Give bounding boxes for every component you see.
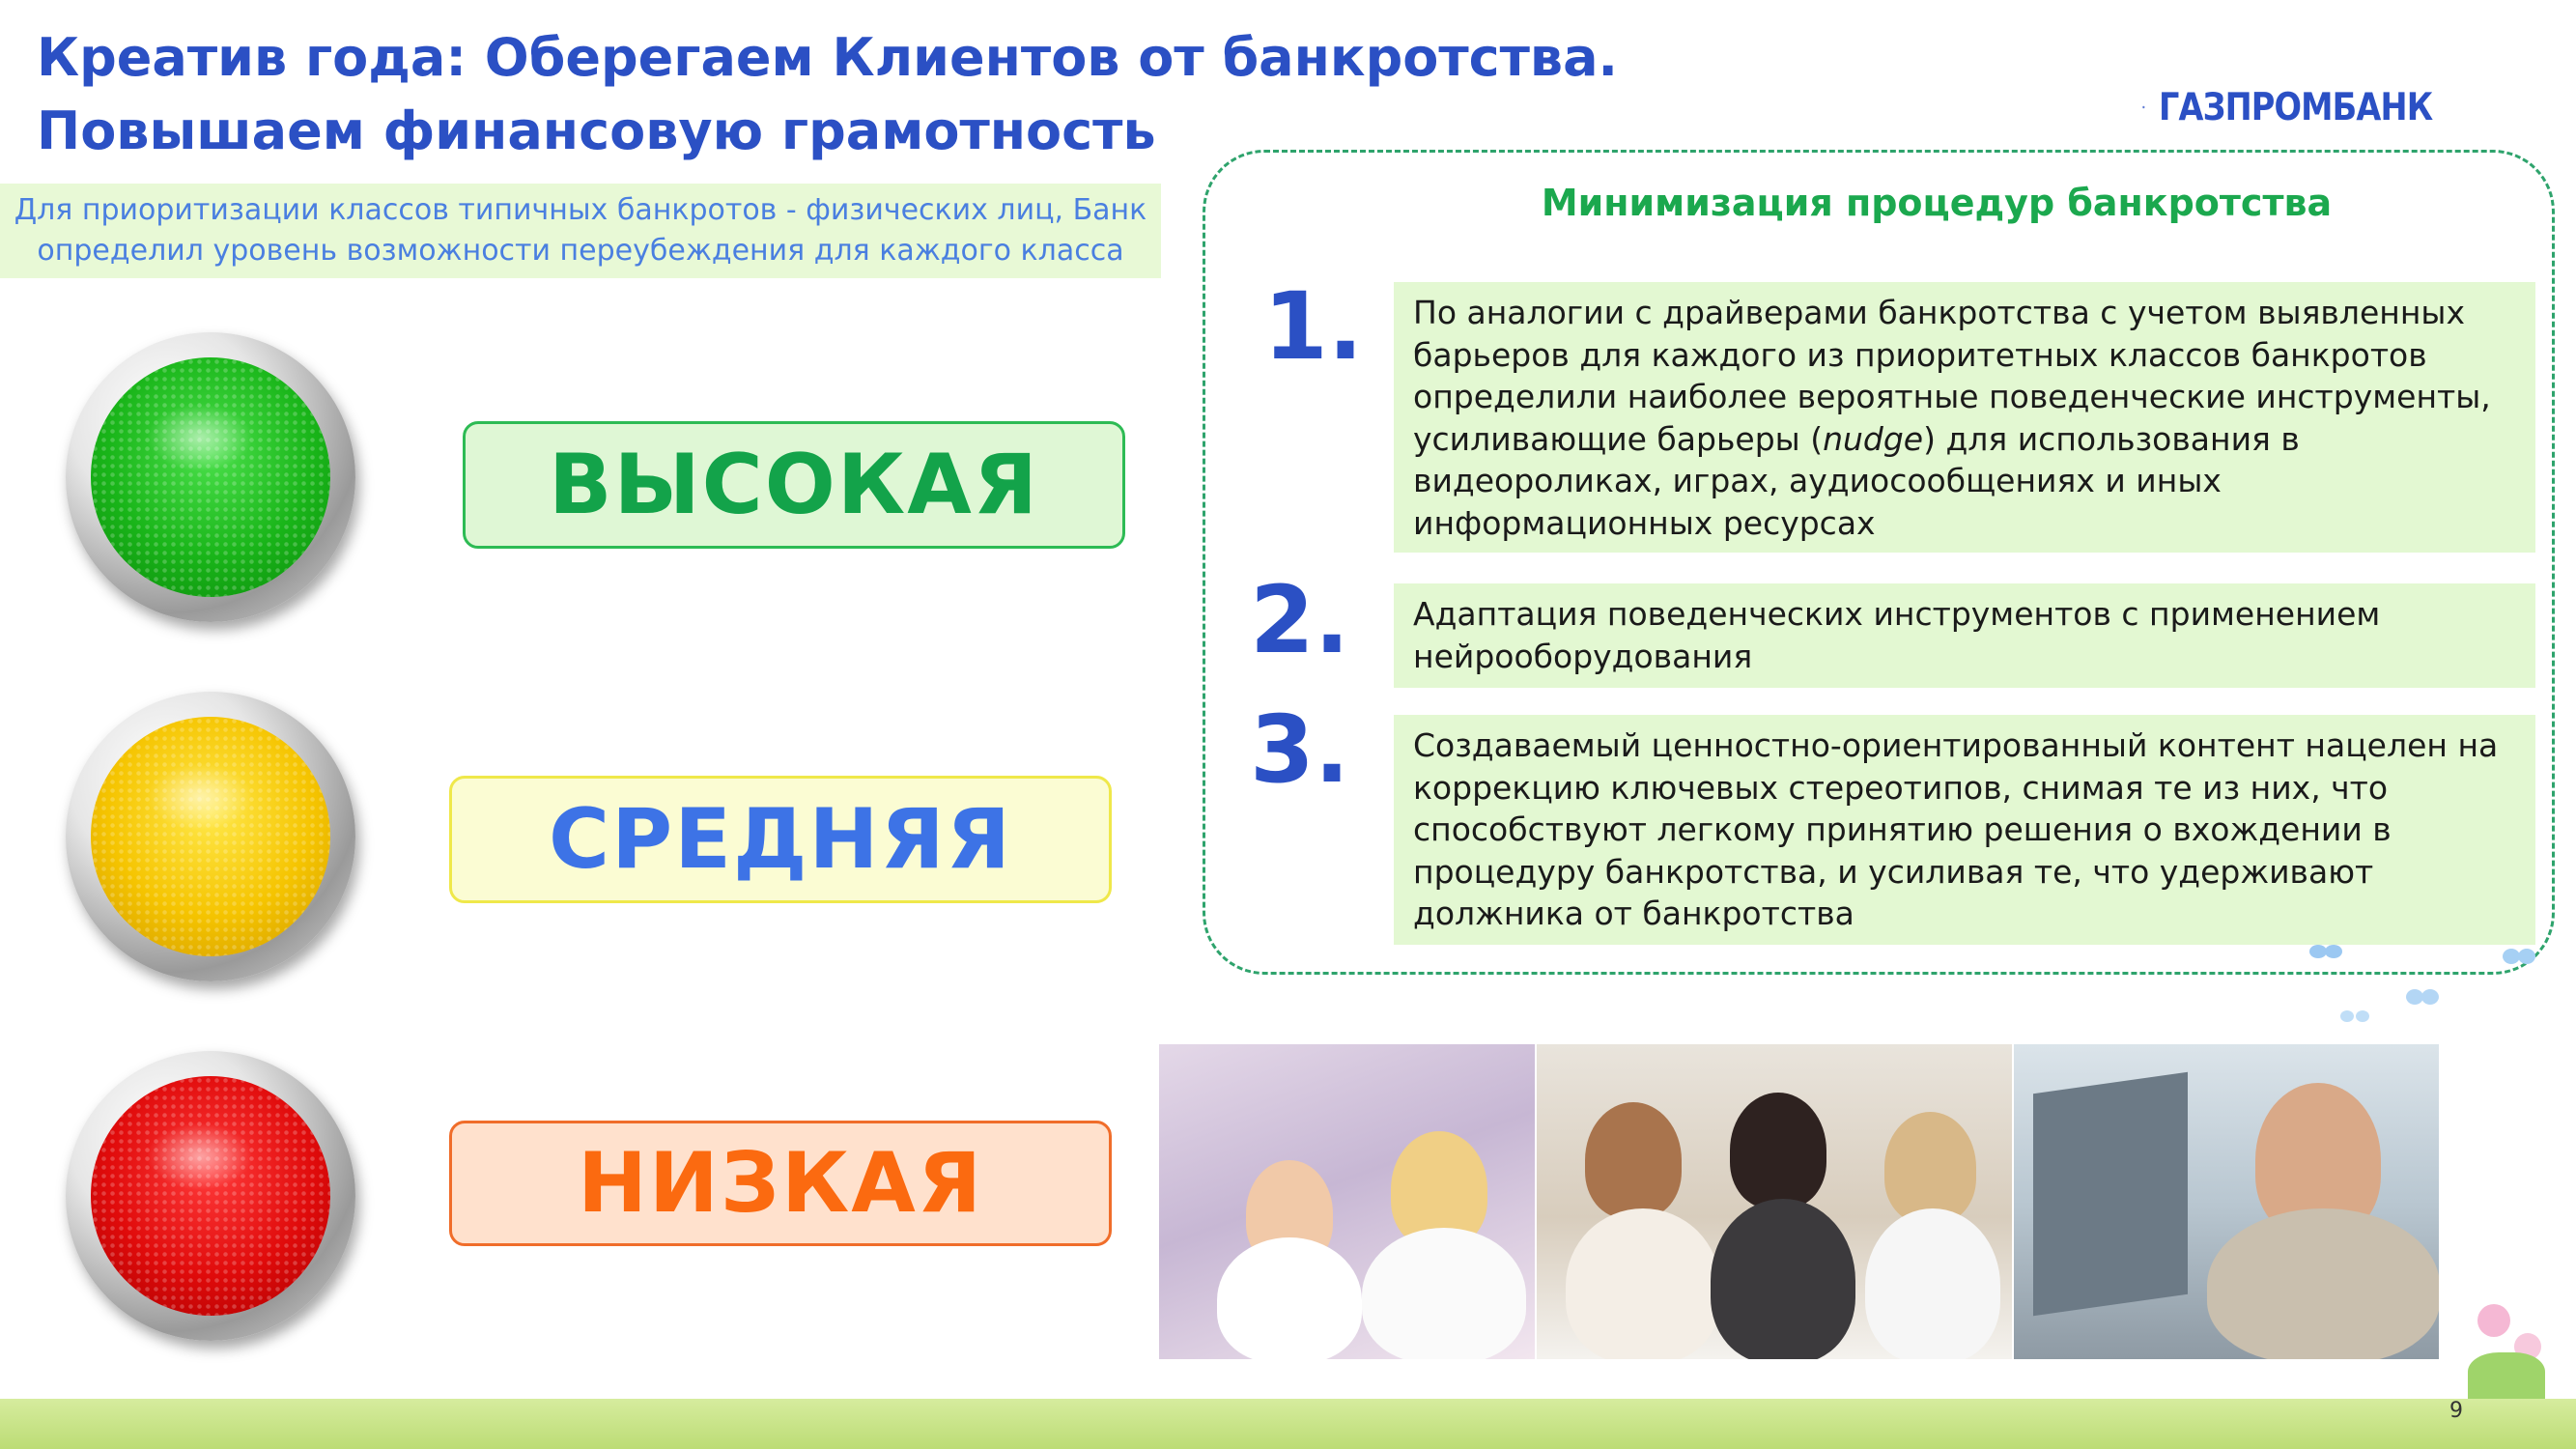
item-number-3: 3. bbox=[1250, 696, 1350, 804]
panel-item-2 bbox=[1394, 583, 2535, 688]
gazprombank-logo bbox=[2142, 68, 2477, 147]
flowers-decoration bbox=[2458, 1275, 2555, 1401]
gazprombank-logo-icon bbox=[2142, 71, 2145, 144]
panel-title: Минимизация процедур банкротства bbox=[1541, 182, 2333, 224]
intro-text: Для приоритизации классов типичных банкротов - физических лиц, Банк определил уровень возможности переубеждения для каждого класса bbox=[14, 193, 1147, 268]
man-at-laptop-photo bbox=[2014, 1044, 2439, 1359]
footer-bar bbox=[0, 1399, 2576, 1449]
intro-banner bbox=[0, 184, 1161, 278]
item-number-1: 1. bbox=[1263, 272, 1364, 381]
yellow-traffic-light bbox=[66, 692, 355, 981]
level-low-label: НИЗКАЯ bbox=[449, 1121, 1112, 1246]
butterfly-icon bbox=[2337, 1005, 2372, 1030]
green-traffic-light bbox=[66, 332, 355, 622]
item-1-text-italic: nudge bbox=[1823, 419, 1924, 458]
women-talking-photo bbox=[1537, 1044, 2011, 1359]
butterfly-icon bbox=[2405, 985, 2440, 1010]
mother-and-daughter-photo bbox=[1159, 1044, 1535, 1359]
item-3-text: Создаваемый ценностно-ориентированный контент нацелен на коррекцию ключевых стереотипов, снимая те из них, что способствуют легкому принятию решения о вхождении в процедуру банкротства, и усиливая те, что удерживают должника от банкротства bbox=[1413, 726, 2499, 932]
level-medium-label: СРЕДНЯЯ bbox=[449, 776, 1112, 903]
item-1-text-after: ) для использования в видеороликах, играх, аудиосообщениях и иных информационных ресурсах bbox=[1413, 419, 2300, 542]
slide-title: Креатив года: Оберегаем Клиентов от банкротства. Повышаем финансовую грамотность bbox=[37, 27, 1619, 161]
red-traffic-light bbox=[66, 1051, 355, 1341]
item-number-2: 2. bbox=[1250, 566, 1350, 674]
panel-item-1 bbox=[1394, 282, 2535, 553]
panel-item-3 bbox=[1394, 715, 2535, 945]
page-number: 9 bbox=[2449, 1399, 2463, 1423]
item-1-text-before: По аналогии с драйверами банкротства с учетом выявленных барьеров для каждого из приоритетных классов банкротов определили наиболее вероятные поведенческие инструменты, усиливающие барьеры ( bbox=[1413, 294, 2491, 458]
photo-strip bbox=[1159, 1044, 2439, 1359]
butterfly-icon bbox=[2502, 945, 2536, 970]
logo-text: ГАЗПРОМБАНК bbox=[2158, 85, 2432, 129]
butterfly-icon bbox=[2308, 942, 2343, 967]
item-2-text: Адаптация поведенческих инструментов с применением нейрооборудования bbox=[1413, 595, 2381, 675]
level-high-label: ВЫСОКАЯ bbox=[463, 421, 1125, 549]
